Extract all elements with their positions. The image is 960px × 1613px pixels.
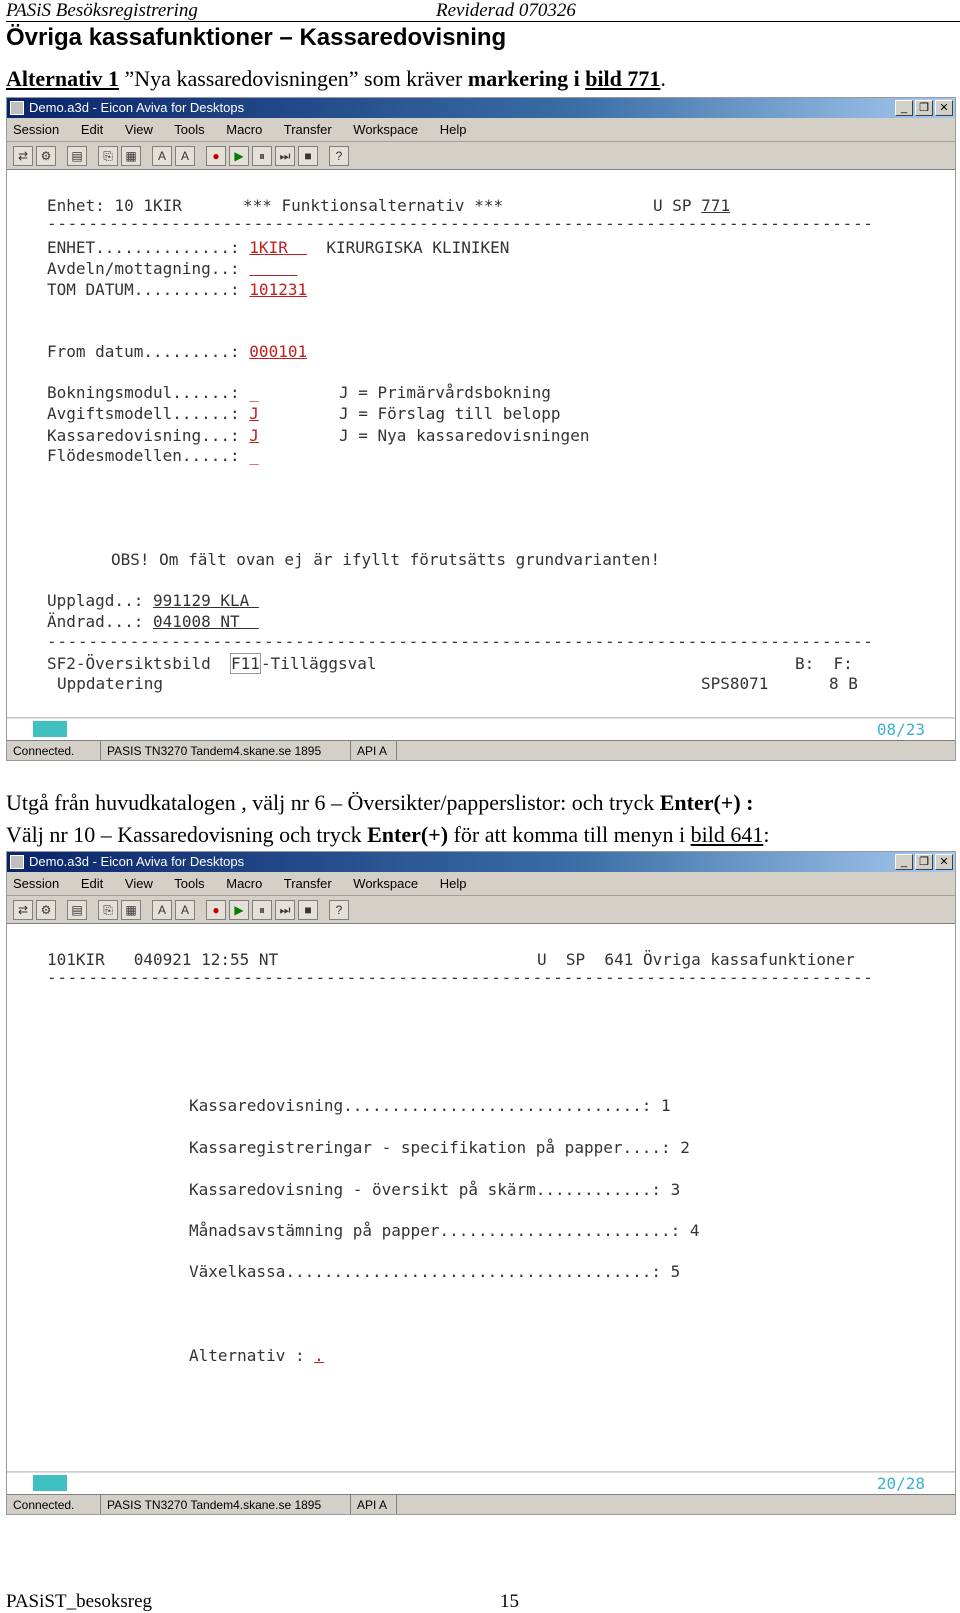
font-icon[interactable]: A <box>175 900 195 920</box>
close-icon[interactable]: ✕ <box>935 100 953 116</box>
terminal-window-771 <box>6 97 956 761</box>
enhet-field[interactable]: 1KIR <box>249 238 308 257</box>
instruction-line-2: Välj nr 10 – Kassaredovisning och tryck Enter(+) för att komma till menyn i bild 641: <box>6 822 770 847</box>
document-header <box>6 0 960 22</box>
record-icon[interactable]: ● <box>206 146 226 166</box>
menu-workspace[interactable]: Workspace <box>353 876 419 891</box>
connect-icon[interactable]: ⚙ <box>36 146 56 166</box>
window-titlebar <box>7 852 955 872</box>
alternativ-input[interactable]: . <box>314 1346 324 1365</box>
pause-icon[interactable]: ⏸ <box>252 146 272 166</box>
menu-transfer[interactable]: Transfer <box>283 122 332 137</box>
restore-icon[interactable]: ❐ <box>915 100 933 116</box>
kassaredovisning-field[interactable]: J <box>249 426 259 445</box>
screen-number: 771 <box>701 196 731 215</box>
alternativ-label: Alternativ : <box>189 1346 315 1365</box>
footer-page-number: 15 <box>500 1591 519 1612</box>
bf-labels: B: F: <box>795 654 853 673</box>
stop-icon[interactable]: ■ <box>298 900 318 920</box>
menu-view[interactable]: View <box>124 122 153 137</box>
menu-option-1[interactable]: Kassaredovisning...............................: 1 <box>189 1096 671 1115</box>
disconnect-icon[interactable]: ⇄ <box>13 900 33 920</box>
menu-edit[interactable]: Edit <box>80 876 104 891</box>
copy-icon[interactable]: ⎘ <box>98 146 118 166</box>
separator-line-bottom: -------------------------------------------------------------------------------- <box>47 632 874 651</box>
bokningsmodul-field[interactable]: _ <box>249 383 259 402</box>
cursor-position: 20/28 <box>876 1474 925 1493</box>
terminal-window-641 <box>6 851 956 1515</box>
bokningsmodul-desc: J = Primärvårdsbokning <box>339 383 551 402</box>
close-icon[interactable]: ✕ <box>935 854 953 870</box>
window-titlebar <box>7 98 955 118</box>
instruction-line-1: Utgå från huvudkatalogen , välj nr 6 – Översikter/papperslistor: och tryck Enter(+) : <box>6 790 754 815</box>
menu-session[interactable]: Session <box>13 876 60 891</box>
footer-document-name: PASiST_besoksreg <box>6 1591 153 1612</box>
keyboard-lock-icon <box>33 721 67 737</box>
minimize-icon[interactable]: _ <box>895 854 913 870</box>
font-icon[interactable]: A <box>175 146 195 166</box>
connection-status: Connected. <box>7 1495 101 1514</box>
session-info: PASIS TN3270 Tandem4.skane.se 1895 <box>101 741 351 760</box>
menu-option-2[interactable]: Kassaregistreringar - specifikation på papper....: 2 <box>189 1138 690 1157</box>
menu-help[interactable]: Help <box>439 876 467 891</box>
keyboard-lock-icon <box>33 1475 67 1491</box>
menu-session[interactable]: Session <box>13 122 60 137</box>
paste-icon[interactable]: ▦ <box>121 900 141 920</box>
copy-icon[interactable]: ⎘ <box>98 900 118 920</box>
toolbar <box>7 142 955 170</box>
session-info: PASIS TN3270 Tandem4.skane.se 1895 <box>101 1495 351 1514</box>
menu-macro[interactable]: Macro <box>226 122 263 137</box>
app-icon <box>10 101 24 115</box>
uppdatering-label: Uppdatering <box>57 674 163 693</box>
avgiftsmodell-field[interactable]: J <box>249 404 259 423</box>
record-icon[interactable]: ● <box>206 900 226 920</box>
menu-bar <box>7 118 955 142</box>
menu-tools[interactable]: Tools <box>174 876 205 891</box>
play-icon[interactable]: ▶ <box>229 900 249 920</box>
status-bar <box>7 1494 955 1514</box>
print-icon[interactable]: ▤ <box>67 900 87 920</box>
operator-info-area <box>7 1472 955 1494</box>
obs-message: OBS! Om fält ovan ej är ifyllt förutsätts grundvarianten! <box>111 550 661 569</box>
status-bar <box>7 740 955 760</box>
api-indicator: API A <box>351 741 397 760</box>
connection-status: Connected. <box>7 741 101 760</box>
cursor-position: 08/23 <box>876 720 925 739</box>
menu-option-4[interactable]: Månadsavstämning på papper........................: 4 <box>189 1221 700 1240</box>
andrad-value: 041008 NT <box>152 612 259 631</box>
header-revision: Reviderad 070326 <box>436 0 576 21</box>
menu-help[interactable]: Help <box>439 122 467 137</box>
tom-datum-field[interactable]: 101231 <box>249 280 308 299</box>
menu-option-3[interactable]: Kassaredovisning - översikt på skärm............: 3 <box>189 1180 681 1199</box>
session-info-line: 101KIR 040921 12:55 NT <box>47 950 279 969</box>
sf2-key[interactable]: SF2-Översiktsbild <box>47 654 211 673</box>
toolbar <box>7 896 955 924</box>
window-title: Demo.a3d - Eicon Aviva for Desktops <box>29 854 245 869</box>
print-icon[interactable]: ▤ <box>67 146 87 166</box>
alternative-label: Alternativ 1 <box>6 66 120 91</box>
f11-key[interactable]: F11 <box>231 654 260 673</box>
screen-heading: *** Funktionsalternativ *** <box>243 196 504 215</box>
avdeln-field[interactable] <box>249 259 297 278</box>
screen-link-641[interactable]: bild 641 <box>690 822 764 847</box>
terminal-screen-771[interactable]: Enhet: 10 1KIR *** Funktionsalternativ *** U SP 771 -------------------------------------------------------------------------------- ENHET..............: 1KIR KIRURGISKA KLINIKEN Avdeln/mottagning..: TOM DATUM..........: 101231 From datum.........: 000101 Bokningsmodul......: _ J = Primärvårdsbokning Avgiftsmodell......: J J = Förslag till belopp Kassaredovisning...: J J = Nya kassaredovisningen Flödesmodellen.....: _ OBS! Om fält ovan ej är ifyllt förutsätts grundvarianten! Upplagd..: 991129 KLA Ändrad...: 041008 NT -------------------------------------------------------------------------------- SF2-Översiktsbild F11-Tilläggsval B: F: Uppdatering SPS8071 8 B <box>7 170 955 718</box>
pause-icon[interactable]: ⏸ <box>252 900 272 920</box>
bf-values: 8 B <box>829 674 858 693</box>
connect-icon[interactable]: ⚙ <box>36 900 56 920</box>
menu-macro[interactable]: Macro <box>226 876 263 891</box>
menu-transfer[interactable]: Transfer <box>283 876 332 891</box>
menu-bar <box>7 872 955 896</box>
header-title: PASiS Besöksregistrering <box>6 0 198 21</box>
program-id: SPS8071 <box>701 674 769 693</box>
help-icon[interactable]: ? <box>329 900 349 920</box>
menu-edit[interactable]: Edit <box>80 122 104 137</box>
menu-option-5[interactable]: Växelkassa......................................: 5 <box>189 1262 681 1281</box>
stop-icon[interactable]: ■ <box>298 146 318 166</box>
from-datum-field[interactable]: 000101 <box>249 342 308 361</box>
screen-heading: U SP 641 Övriga kassafunktioner <box>537 950 855 969</box>
enhet-name: KIRURGISKA KLINIKEN <box>326 238 510 257</box>
font-size-icon[interactable]: A <box>152 146 172 166</box>
flodesmodellen-field[interactable]: _ <box>249 446 259 465</box>
avgiftsmodell-desc: J = Förslag till belopp <box>339 404 561 423</box>
api-indicator: API A <box>351 1495 397 1514</box>
menu-tools[interactable]: Tools <box>174 122 205 137</box>
screen-link-771[interactable]: bild 771 <box>585 66 661 91</box>
play-icon[interactable]: ▶ <box>229 146 249 166</box>
upplagd-value: 991129 KLA <box>152 591 259 610</box>
kassaredovisning-desc: J = Nya kassaredovisningen <box>339 426 590 445</box>
step-icon[interactable]: ⏭ <box>275 146 295 166</box>
window-title: Demo.a3d - Eicon Aviva for Desktops <box>29 100 245 115</box>
paste-icon[interactable]: ▦ <box>121 146 141 166</box>
disconnect-icon[interactable]: ⇄ <box>13 146 33 166</box>
menu-view[interactable]: View <box>124 876 153 891</box>
menu-workspace[interactable]: Workspace <box>353 122 419 137</box>
font-size-icon[interactable]: A <box>152 900 172 920</box>
step-icon[interactable]: ⏭ <box>275 900 295 920</box>
intro-paragraph: Alternativ 1 ”Nya kassaredovisningen” som kräver markering i bild 771. <box>6 66 666 91</box>
operator-info-area <box>7 718 955 740</box>
separator-line: -------------------------------------------------------------------------------- <box>47 214 874 233</box>
separator-line: -------------------------------------------------------------------------------- <box>47 968 874 987</box>
restore-icon[interactable]: ❐ <box>915 854 933 870</box>
app-icon <box>10 855 24 869</box>
minimize-icon[interactable]: _ <box>895 100 913 116</box>
help-icon[interactable]: ? <box>329 146 349 166</box>
section-title: Övriga kassafunktioner – Kassaredovisning <box>6 24 507 51</box>
terminal-screen-641[interactable] <box>7 924 955 1472</box>
